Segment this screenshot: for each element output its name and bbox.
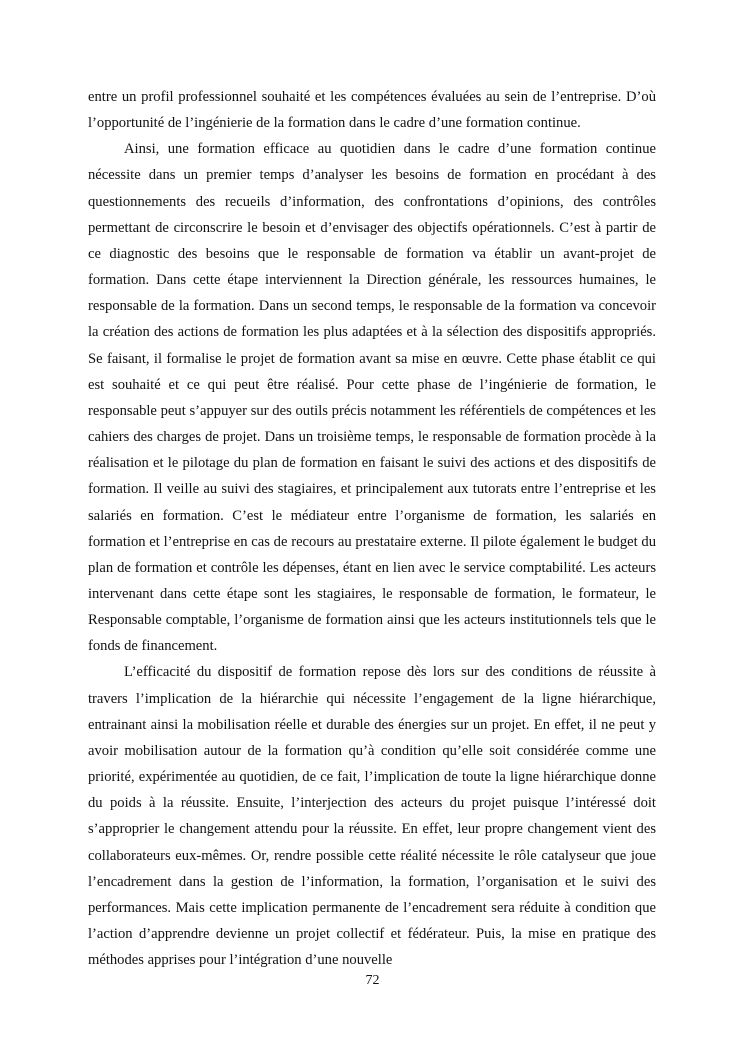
paragraph-3: L’efficacité du dispositif de formation repose dès lors sur des conditions de réussite à travers l’implication de la hiérarchie qui nécessite l’engagement de la ligne hiérarchique, entrainant ainsi la mobilisation réelle et durable des énergies sur un projet. En effet, il ne peut y avoir mobilisation autour de la formation qu’à condition qu’elle soit considérée comme une priorité, expérimentée au quotidien, de ce fait, l’implication de toute la ligne hiérarchique donne du poids à la réussite. Ensuite, l’interjection des acteurs du projet puisque l’intéressé doit s’approprier le changement attendu pour la réussite. En effet, leur propre changement vient des collaborateurs eux-mêmes. Or, rendre possible cette réalité nécessite le rôle catalyseur que joue l’encadrement dans la gestion de l’information, la formation, l’organisation et le suivi des performances. Mais cette implication permanente de l’encadrement sera réduite à condition que l’action d’apprendre devienne un projet collectif et fédérateur. Puis, la mise en pratique des méthodes apprises pour l’intégration d’une nouvelle bbox=[88, 664, 656, 969]
body-text bbox=[88, 84, 656, 973]
paragraph-1: entre un profil professionnel souhaité et les compétences évaluées au sein de l’entreprise. D’où l’opportunité de l’ingénierie de la formation dans le cadre d’une formation continue. bbox=[88, 89, 656, 132]
page-number: 72 bbox=[365, 973, 380, 988]
paragraph-2: Ainsi, une formation efficace au quotidien dans le cadre d’une formation continue nécessite dans un premier temps d’analyser les besoins de formation en procédant à des questionnements des recueils d’information, des confrontations d’opinions, des contrôles permettant de circonscrire le besoin et d’envisager des objectifs opérationnels. C’est à partir de ce diagnostic des besoins que le responsable de formation va établir un avant-projet de formation. Dans cette étape interviennent la Direction générale, les ressources humaines, le responsable de la formation. Dans un second temps, le responsable de la formation va concevoir la création des actions de formation les plus adaptées et à la sélection des dispositifs appropriés. Se faisant, il formalise le projet de formation avant sa mise en œuvre. Cette phase établit ce qui est souhaité et ce qui peut être réalisé. Pour cette phase de l’ingénierie de formation, le responsable peut s’appuyer sur des outils précis notamment les référentiels de compétences et les cahiers des charges de projet. Dans un troisième temps, le responsable de formation procède à la réalisation et le pilotage du plan de formation en faisant le suivi des actions et des dispositifs de formation. Il veille au suivi des stagiaires, et principalement aux tutorats entre l’entreprise et les salariés en formation. C’est le médiateur entre l’organisme de formation, les salariés en formation et l’entreprise en cas de recours au prestataire externe. Il pilote également le budget du plan de formation et contrôle les dépenses, étant en lien avec le service comptabilité. Les acteurs intervenant dans cette étape sont les stagiaires, le responsable de formation, le formateur, le Responsable comptable, l’organisme de formation ainsi que les acteurs institutionnels tels que le fonds de financement. bbox=[88, 141, 656, 655]
